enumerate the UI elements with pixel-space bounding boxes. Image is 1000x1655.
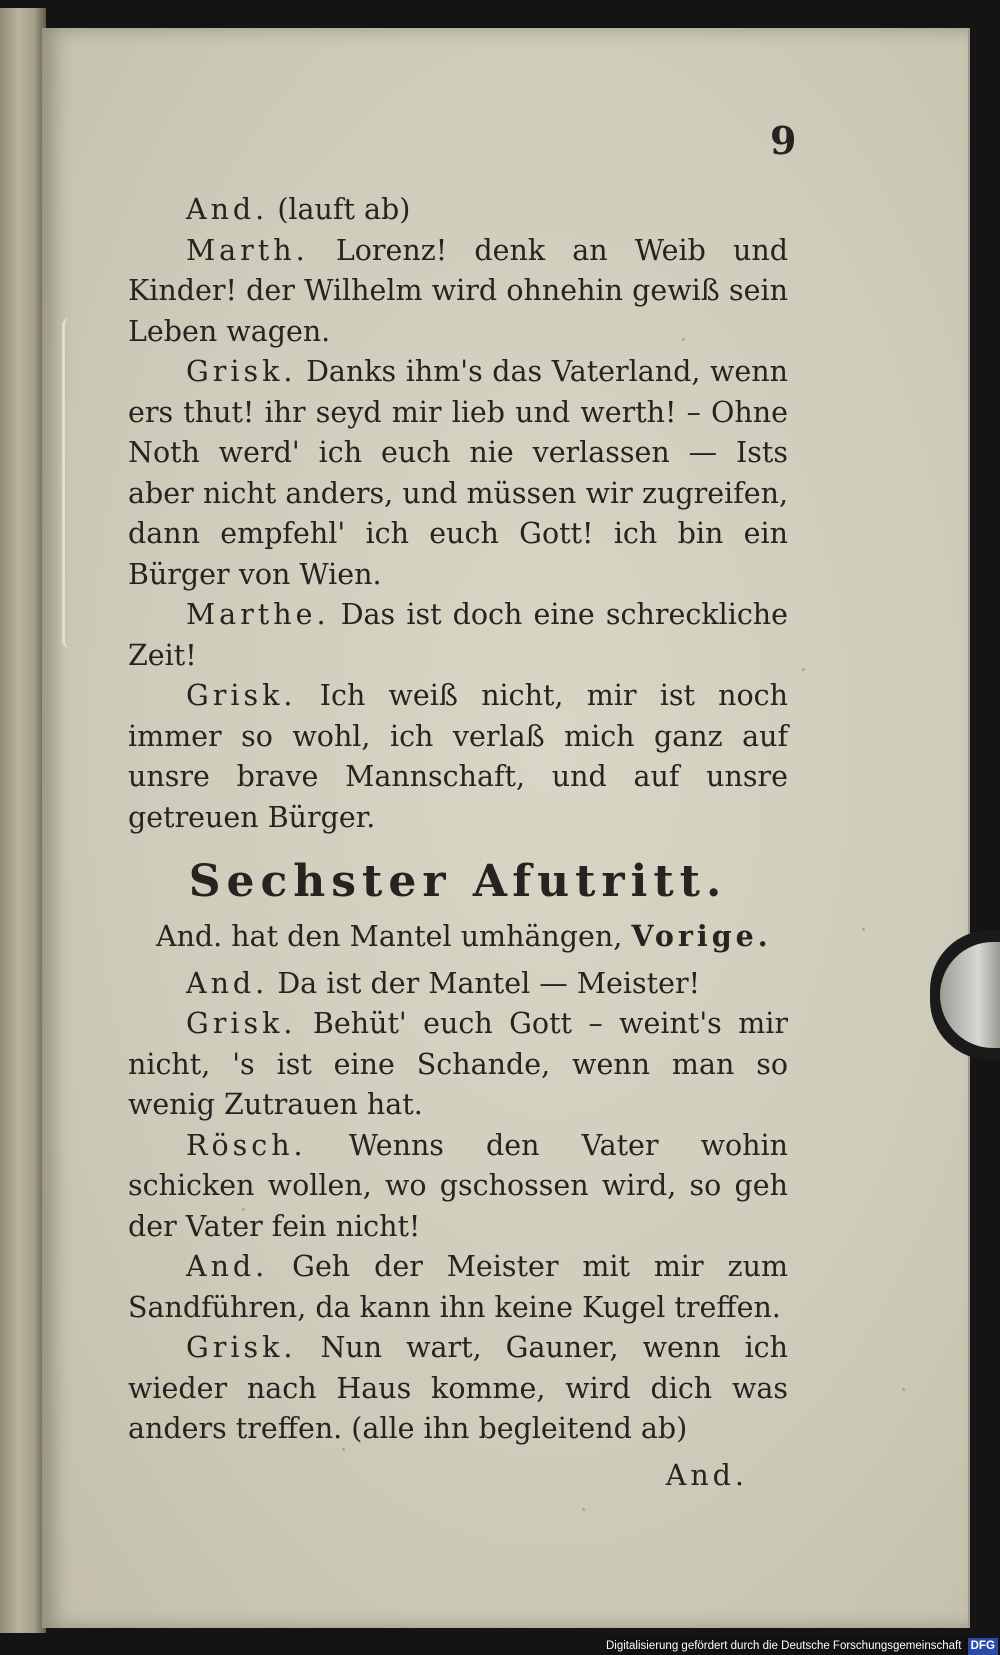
binding-thread: [62, 318, 77, 648]
dialogue-text: Wenns den Vater wohin schicken wollen, wo gschossen wird, so geh der Vater fein nicht!: [128, 1128, 789, 1243]
dialogue-text: Lorenz! denk an Weib und Kinder! der Wilhelm wird ohnehin gewiß sein Leben wagen.: [128, 233, 788, 348]
catchword: And.: [665, 1458, 748, 1492]
dialogue-text: Ich weiß nicht, mir ist noch immer so wohl, ich verlaß mich ganz auf unsre brave Mannschaft, und auf unsre getreuen Bürger.: [128, 679, 789, 834]
dialogue-text: (lauft ab): [277, 193, 411, 226]
dialogue-paragraph: [128, 595, 788, 676]
paper-speck: [582, 1508, 585, 1511]
dialogue-paragraph: [128, 1126, 788, 1248]
speaker-name: And.: [186, 966, 269, 1000]
stage-direction-emphasis: Vorige.: [631, 919, 772, 953]
page-number: 9: [770, 118, 797, 163]
dialogue-paragraph: [128, 231, 788, 353]
dialogue-text: Das ist doch eine schreckliche Zeit!: [128, 598, 789, 672]
speaker-name: Marthe.: [186, 598, 330, 631]
stage-direction: [128, 916, 788, 958]
dialogue-paragraph: [128, 1004, 788, 1126]
speaker-name: Grisk.: [186, 1331, 297, 1364]
speaker-name: And.: [186, 193, 269, 226]
dialogue-paragraph: [128, 964, 788, 1005]
adjacent-page-edge: [0, 8, 46, 1633]
speaker-name: And.: [186, 1250, 269, 1283]
funding-footer: [606, 1638, 1000, 1655]
paper-speck: [802, 668, 805, 671]
speaker-name: Grisk.: [186, 355, 297, 388]
speaker-name: Rösch.: [186, 1128, 307, 1162]
paper-speck: [902, 1388, 905, 1391]
dialogue-paragraph: [128, 352, 788, 595]
dialogue-paragraph: [128, 1247, 788, 1328]
funding-text: Digitalisierung gefördert durch die Deutsche Forschungsgemeinschaft: [606, 1640, 962, 1652]
speaker-name: Grisk.: [186, 679, 297, 712]
page-text: [128, 190, 788, 1496]
paper-speck: [862, 928, 865, 931]
dfg-logo: DFG: [968, 1638, 998, 1655]
dialogue-paragraph: [128, 190, 788, 231]
dialogue-text: Da ist der Mantel — Meister!: [277, 966, 701, 1000]
stage-direction-text: And. hat den Mantel umhängen,: [156, 920, 623, 953]
scene-heading: Sechster Afutritt.: [188, 856, 728, 907]
dialogue-text: Geh der Meister mit mir zum Sandführen, da kann ihn keine Kugel treffen.: [128, 1250, 788, 1324]
dialogue-text: Behüt' euch Gott – weint's mir nicht, 's ist eine Schande, wenn man so wenig Zutrauen hat.: [128, 1007, 788, 1121]
speaker-name: Marth.: [186, 233, 309, 267]
dialogue-paragraph: [128, 676, 788, 838]
dialogue-text: Nun wart, Gauner, wenn ich wieder nach Haus komme, wird dich was anders treffen. (alle ihn begleitend ab): [128, 1331, 788, 1445]
dialogue-paragraph: [128, 1328, 788, 1450]
speaker-name: Grisk.: [186, 1007, 297, 1040]
dialogue-text: Danks ihm's das Vaterland, wenn ers thut! ihr seyd mir lieb und werth! – Ohne Noth werd' ich euch nie verlassen — Ists aber nicht anders, und müssen wir zugreifen, dann empfehl' ich euch Gott! ich bin ein Bürger von Wien.: [128, 355, 788, 591]
